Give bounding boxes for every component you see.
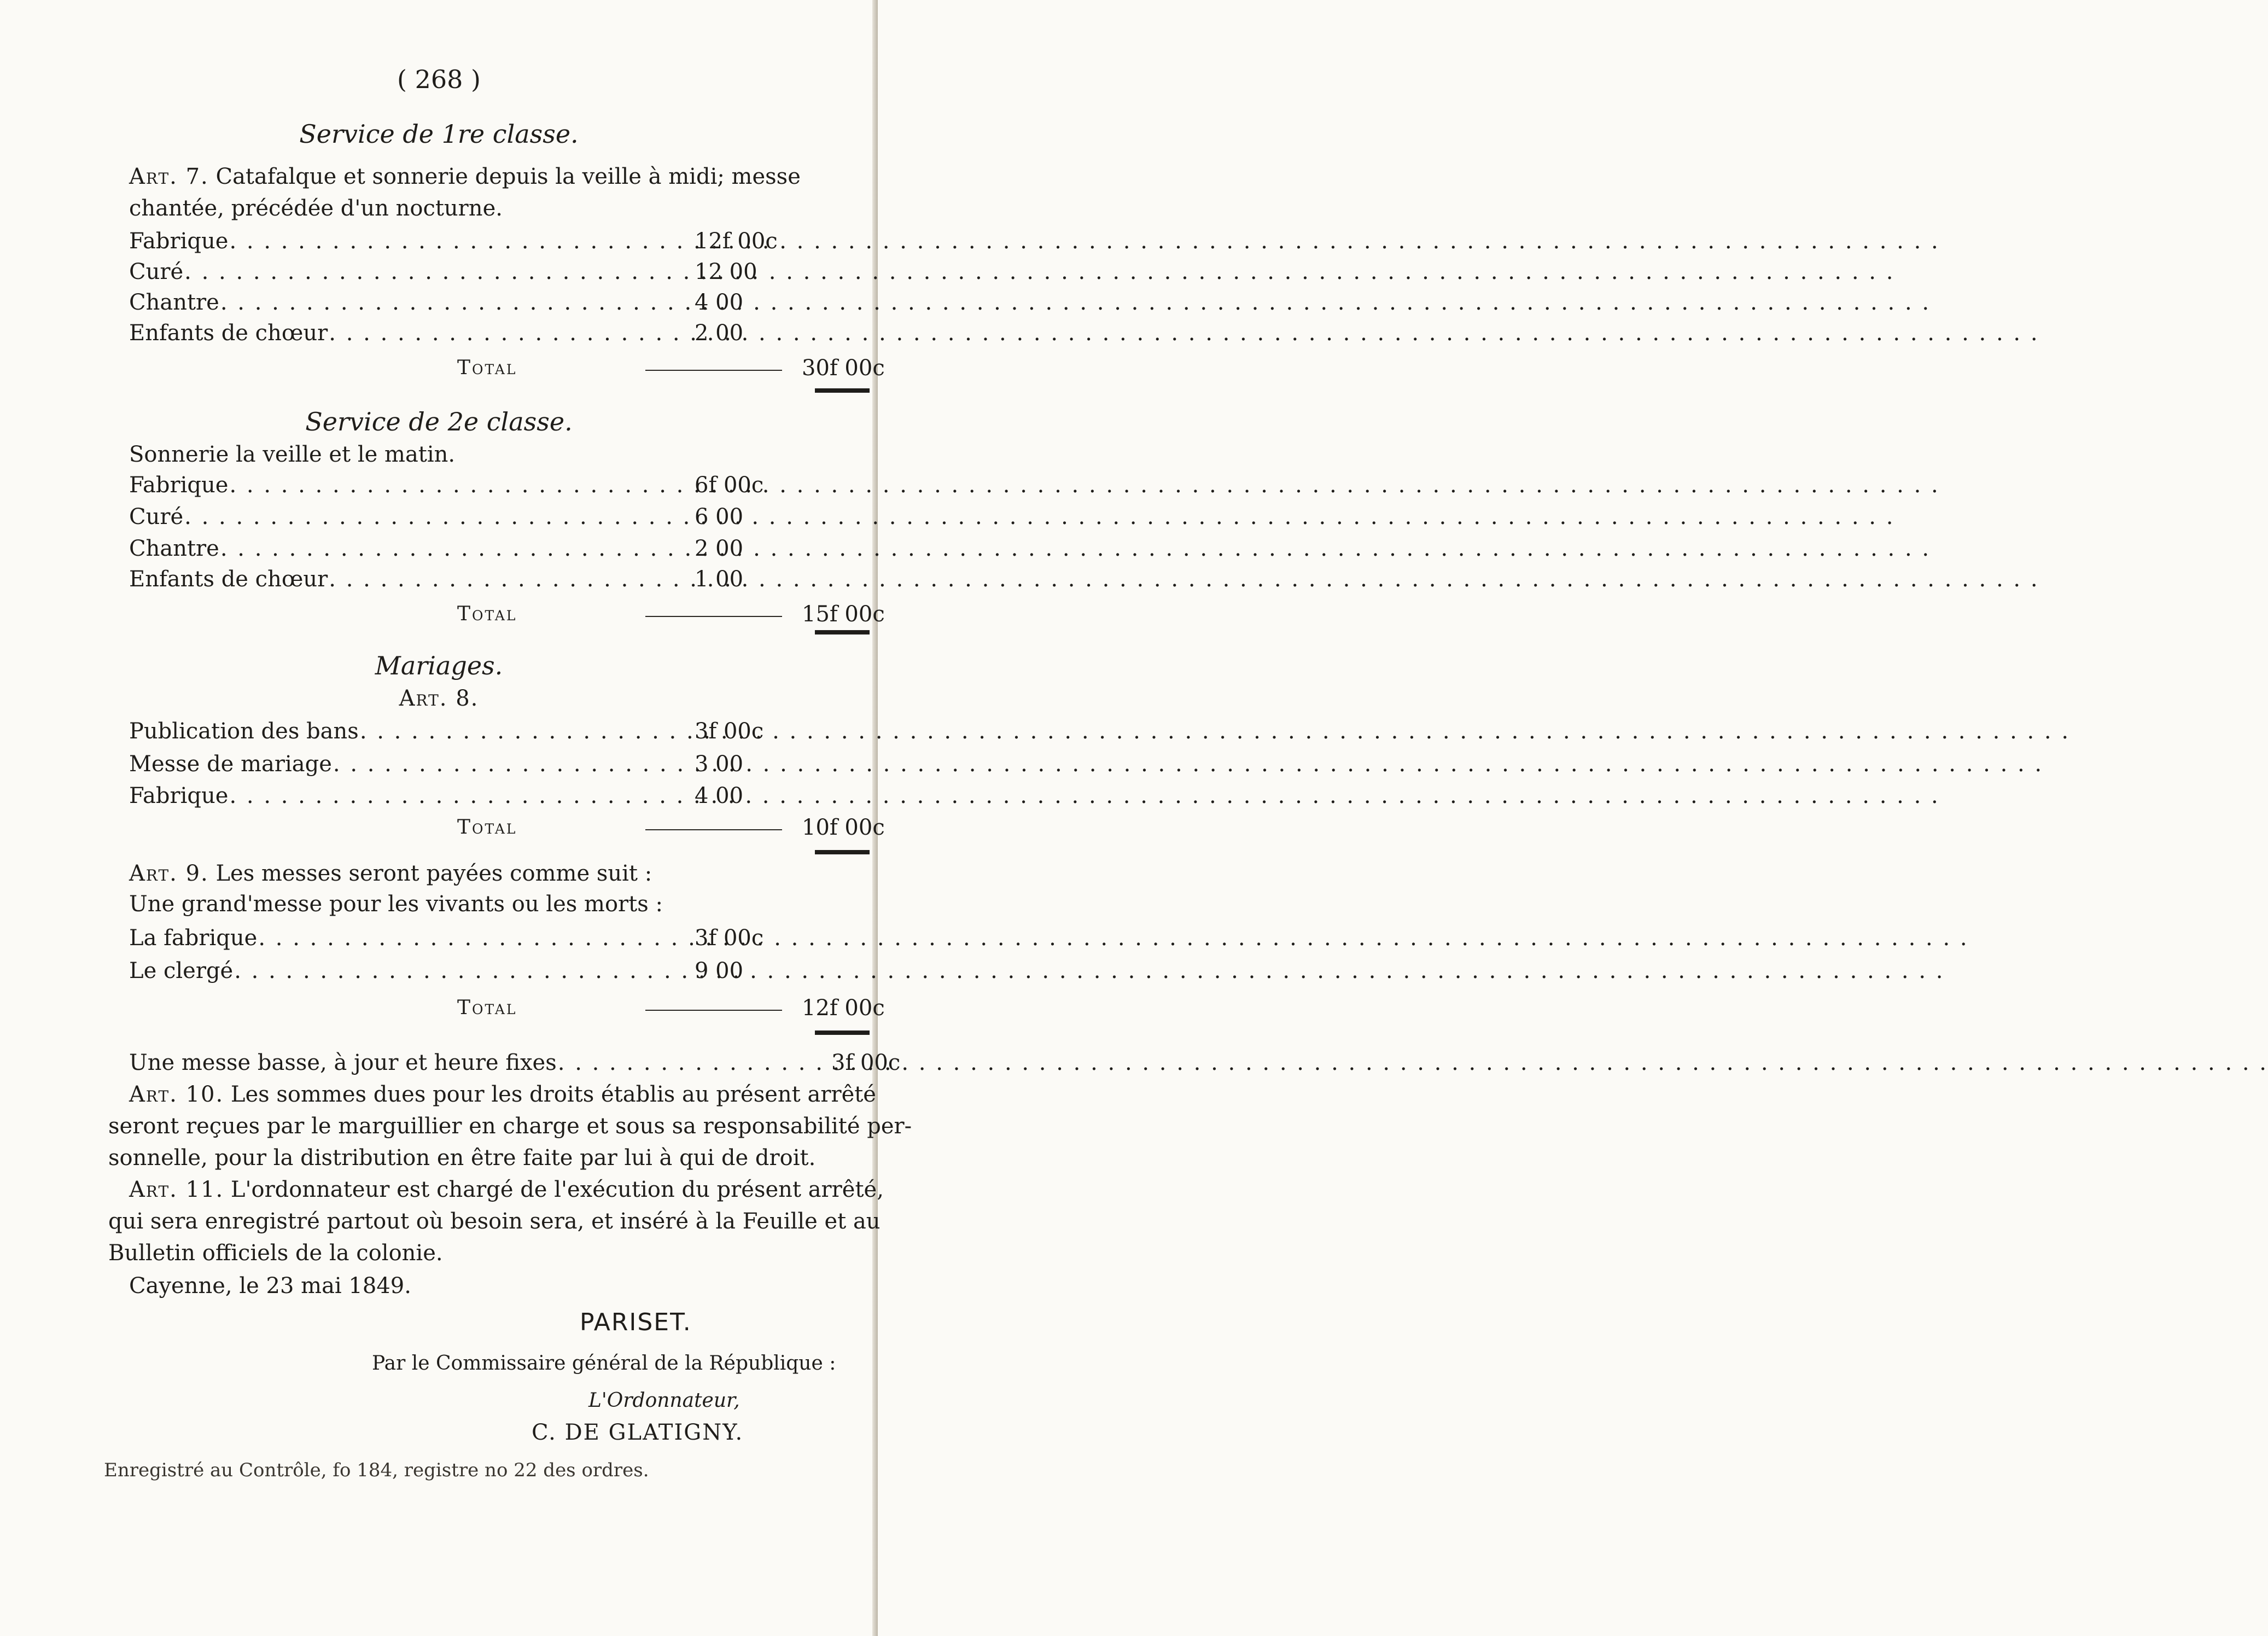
dot-leader [229, 783, 1939, 808]
fee-item [129, 567, 684, 596]
fee-amount: 6f 00c [695, 473, 764, 498]
art-7-label: Art. 7. [129, 164, 209, 189]
dot-leader [184, 259, 1894, 284]
fee-label: Curé [129, 504, 184, 529]
fee-label: Messe de mariage [129, 752, 332, 777]
art-8-label: Art. 8. [399, 686, 479, 711]
fee-amount: 6 00 [695, 504, 744, 529]
fee-label: Chantre [129, 290, 219, 315]
fee-label: La fabrique [129, 925, 258, 951]
ordonnateur-name: C. DE GLATIGNY. [532, 1420, 744, 1445]
fee-item-messe-basse [129, 1050, 799, 1080]
document-page [0, 0, 912, 1636]
fee-item [129, 719, 684, 748]
fee-item [129, 321, 684, 350]
total-rule [645, 616, 782, 617]
dot-leader [229, 473, 1939, 498]
total-rule [645, 1010, 782, 1011]
fee-amount: 3f 00c [695, 719, 764, 744]
fee-amount: 2 00 [695, 321, 744, 346]
total-value: 10f 00c [802, 815, 885, 840]
fee-item [129, 925, 684, 955]
dot-leader [333, 752, 2043, 777]
section-title-mariages: Mariages. [375, 651, 503, 680]
fee-amount: 3 00 [695, 752, 744, 777]
fee-amount: 4 00 [695, 783, 744, 808]
dot-leader [329, 567, 2039, 592]
signature-pariset: PARISET. [580, 1308, 692, 1336]
art-11-line2: qui sera enregistré partout où besoin sera, et inséré à la Feuille et au [108, 1209, 881, 1234]
section-separator [815, 1030, 870, 1035]
art-10-line1 [129, 1082, 876, 1107]
fee-amount: 3f 00c [695, 925, 764, 951]
fee-item [129, 536, 684, 566]
fee-item [129, 504, 684, 534]
fee-item [129, 473, 684, 502]
art-9-text-line2: Une grand'messe pour les vivants ou les morts : [129, 892, 663, 917]
art-10-line2: seront reçues par le marguillier en charge et sous sa responsabilité per- [108, 1114, 912, 1139]
total-rule [645, 370, 782, 371]
art-11-label: Art. 11. [129, 1177, 224, 1202]
art-11-line1 [129, 1177, 884, 1202]
fee-item [129, 229, 684, 258]
fee-amount: 3f 00c [831, 1050, 901, 1075]
art-9-intro [129, 861, 652, 886]
total-label: Total [457, 997, 517, 1019]
art-11-line3: Bulletin officiels de la colonie. [108, 1241, 443, 1266]
total-rule [645, 829, 782, 830]
dot-leader [234, 958, 1944, 983]
total-label: Total [457, 357, 517, 379]
registration-note: Enregistré au Contrôle, fo 184, registre no 22 des ordres. [104, 1459, 649, 1481]
dot-leader [220, 536, 1931, 561]
art-10-label: Art. 10. [129, 1082, 224, 1107]
fee-label: Une messe basse, à jour et heure fixes [129, 1050, 557, 1075]
fee-item [129, 259, 684, 289]
fee-amount: 1 00 [695, 567, 744, 592]
fee-item [129, 783, 684, 813]
total-value: 12f 00c [802, 995, 885, 1021]
fee-label: Fabrique [129, 783, 229, 808]
fee-label: Fabrique [129, 229, 229, 254]
fee-item [129, 752, 684, 781]
fee-label: Enfants de chœur [129, 567, 328, 592]
art-10-line3: sonnelle, pour la distribution en être faite par lui à qui de droit. [108, 1145, 816, 1171]
dot-leader [229, 229, 1939, 254]
fee-label: Enfants de chœur [129, 321, 328, 346]
ordonnateur-title: L'Ordonnateur, [588, 1389, 740, 1412]
section-title-1re-classe: Service de 1re classe. [299, 119, 579, 149]
fee-amount: 12f 00c [695, 229, 778, 254]
fee-amount: 2 00 [695, 536, 744, 561]
art-9-label: Art. 9. [129, 861, 209, 886]
page-number: ( 268 ) [397, 65, 481, 94]
art-7-intro [129, 164, 801, 189]
fee-amount: 12 00 [695, 259, 757, 284]
art-7-text-line2: chantée, précédée d'un nocturne. [129, 196, 503, 221]
dot-leader [329, 321, 2039, 346]
place-date: Cayenne, le 23 mai 1849. [129, 1273, 411, 1299]
art-9-text: Les messes seront payées comme suit : [215, 861, 652, 886]
fee-label: Curé [129, 259, 184, 284]
dot-leader [360, 719, 2070, 744]
fee-label: Fabrique [129, 473, 229, 498]
fee-amount: 4 00 [695, 290, 744, 315]
fee-amount: 9 00 [695, 958, 744, 983]
fee-item [129, 958, 684, 988]
dot-leader [258, 925, 1968, 951]
dot-leader [558, 1050, 2268, 1075]
art-7-text: Catafalque et sonnerie depuis la veille à midi; messe [215, 164, 801, 189]
section-2-intro: Sonnerie la veille et le matin. [129, 442, 456, 467]
dot-leader [184, 504, 1894, 529]
fee-label: Chantre [129, 536, 219, 561]
fee-item [129, 290, 684, 319]
section-title-2e-classe: Service de 2e classe. [305, 407, 573, 436]
section-separator [815, 630, 870, 634]
section-separator [815, 388, 870, 393]
art-11-text: L'ordonnateur est chargé de l'exécution du présent arrêté, [230, 1177, 884, 1202]
fee-label: Le clergé [129, 958, 234, 983]
total-value: 30f 00c [802, 356, 885, 381]
total-label: Total [457, 603, 517, 625]
dot-leader [220, 290, 1931, 315]
total-value: 15f 00c [802, 602, 885, 627]
art-10-text: Les sommes dues pour les droits établis au présent arrêté [230, 1082, 876, 1107]
total-label: Total [457, 816, 517, 839]
section-separator [815, 850, 870, 854]
par-le-commissaire: Par le Commissaire général de la République : [372, 1352, 836, 1375]
fee-label: Publication des bans [129, 719, 359, 744]
